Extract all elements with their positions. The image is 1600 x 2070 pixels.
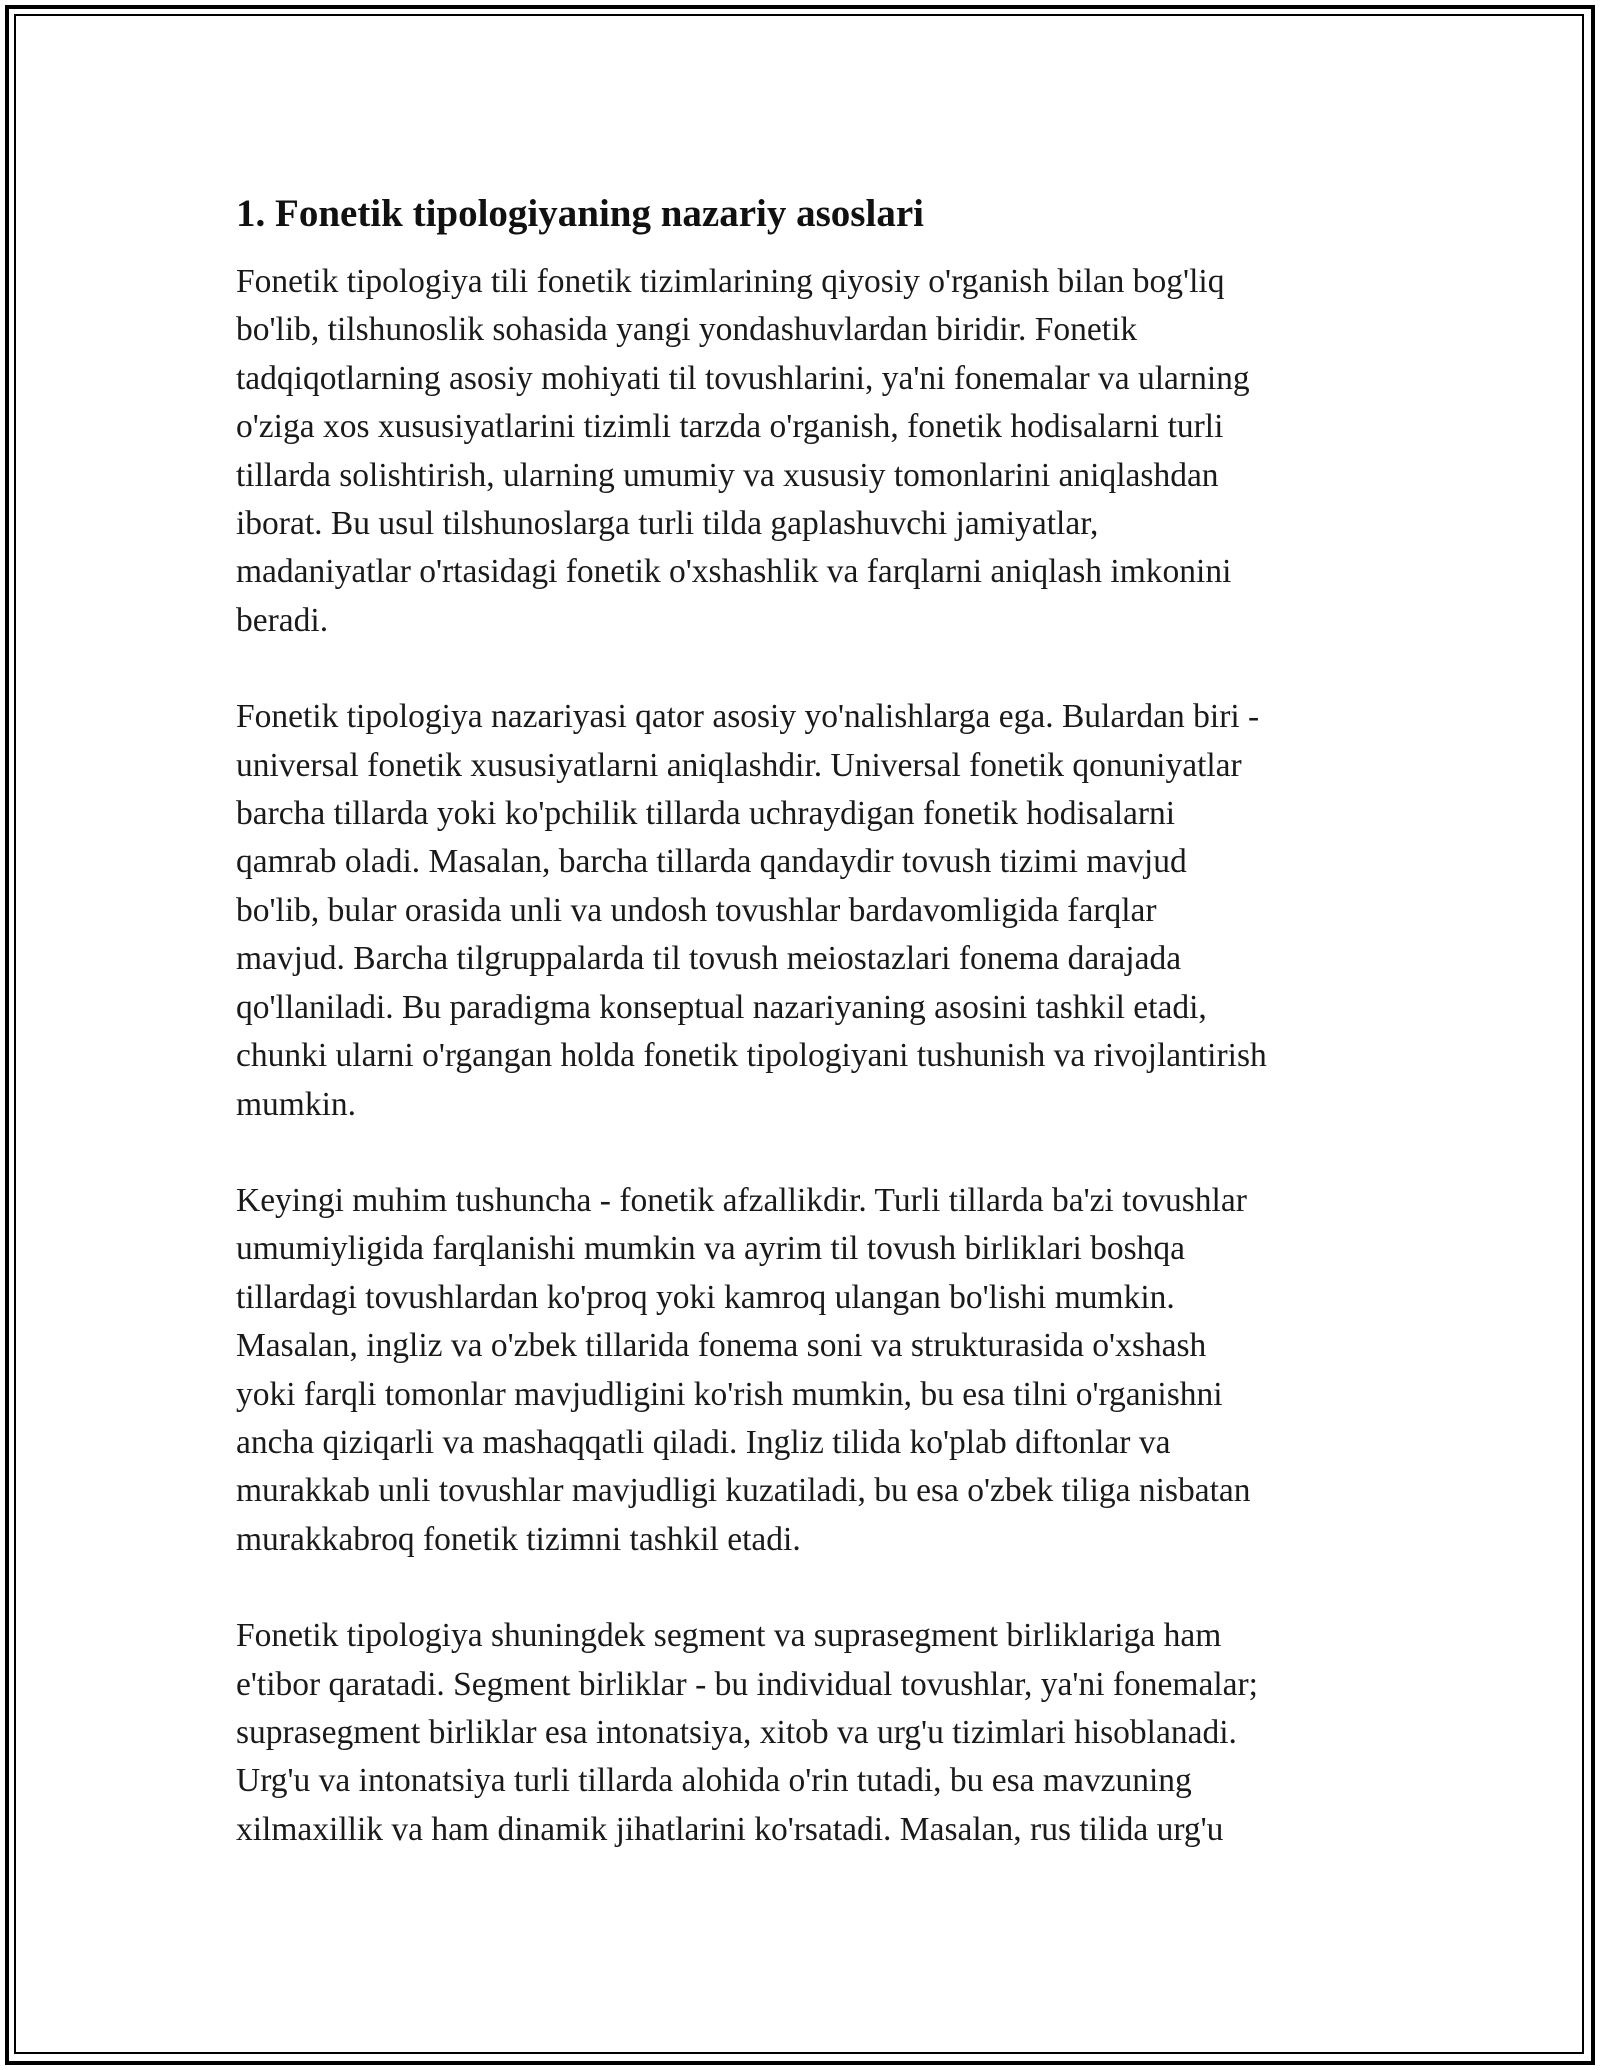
paragraph-line: murakkabroq fonetik tizimni tashkil etadi. — [236, 1520, 801, 1558]
paragraph-line: madaniyatlar o'rtasidagi fonetik o'xshashlik va farqlarni aniqlash imkonini — [236, 553, 1232, 591]
section-heading: 1. Fonetik tipologiyaning nazariy asoslari — [236, 192, 924, 235]
paragraph-line: o'ziga xos xususiyatlarini tizimli tarzda o'rganish, fonetik hodisalarni turli — [236, 408, 1224, 446]
paragraph-line: mavjud. Barcha tilgruppalarda til tovush meiostazlari fonema darajada — [236, 940, 1182, 978]
paragraph-line: yoki farqli tomonlar mavjudligini ko'rish mumkin, bu esa tilni o'rganishni — [236, 1375, 1223, 1413]
paragraph-line: universal fonetik xususiyatlarni aniqlashdir. Universal fonetik qonuniyatlar — [236, 746, 1242, 784]
paragraph-line: qo'llaniladi. Bu paradigma konseptual nazariyaning asosini tashkil etadi, — [236, 988, 1207, 1026]
paragraph-line: iborat. Bu usul tilshunoslarga turli tilda gaplashuvchi jamiyatlar, — [236, 505, 1099, 543]
paragraph-2 — [236, 693, 1366, 1129]
paragraph-line: tillardagi tovushlardan ko'proq yoki kamroq ulangan bo'lishi mumkin. — [236, 1278, 1175, 1316]
paragraph-line: Fonetik tipologiya nazariyasi qator asosiy yo'nalishlarga ega. Bulardan biri - — [236, 698, 1260, 736]
paragraph-line: mumkin. — [236, 1085, 357, 1123]
paragraph-line: umumiyligida farqlanishi mumkin va ayrim til tovush birliklari boshqa — [236, 1230, 1186, 1268]
paragraph-line: tadqiqotlarning asosiy mohiyati til tovushlarini, ya'ni fonemalar va ularning — [236, 359, 1250, 397]
paragraph-line: suprasegment birliklar esa intonatsiya, xitob va urg'u tizimlari hisoblanadi. — [236, 1713, 1237, 1751]
paragraph-line: Masalan, ingliz va o'zbek tillarida fonema soni va strukturasida o'xshash — [236, 1327, 1207, 1365]
paragraph-line: e'tibor qaratadi. Segment birliklar - bu individual tovushlar, ya'ni fonemalar; — [236, 1665, 1258, 1703]
paragraph-line: beradi. — [236, 601, 329, 639]
paragraph-line: chunki ularni o'rgangan holda fonetik tipologiyani tushunish va rivojlantirish — [236, 1037, 1267, 1075]
paragraph-line: Keyingi muhim tushuncha - fonetik afzallikdir. Turli tillarda ba'zi tovushlar — [236, 1181, 1247, 1219]
paragraph-line: barcha tillarda yoki ko'pchilik tillarda uchraydigan fonetik hodisalarni — [236, 795, 1176, 833]
paragraph-line: xilmaxillik va ham dinamik jihatlarini ko'rsatadi. Masalan, rus tilida urg'u — [236, 1810, 1224, 1848]
paragraph-line: murakkab unli tovushlar mavjudligi kuzatiladi, bu esa o'zbek tiliga nisbatan — [236, 1472, 1251, 1510]
paragraph-line: Fonetik tipologiya tili fonetik tizimlarining qiyosiy o'rganish bilan bog'liq — [236, 263, 1225, 300]
paragraph-1 — [236, 258, 1366, 645]
paragraph-line: bo'lib, tilshunoslik sohasida yangi yondashuvlardan biridir. Fonetik — [236, 311, 1138, 349]
paragraph-line: qamrab oladi. Masalan, barcha tillarda qandaydir tovush tizimi mavjud — [236, 843, 1187, 881]
paragraph-4 — [236, 1612, 1366, 1854]
paragraph-line: tillarda solishtirish, ularning umumiy va xususiy tomonlarini aniqlashdan — [236, 456, 1219, 494]
paragraph-line: bo'lib, bular orasida unli va undosh tovushlar bardavomligida farqlar — [236, 891, 1157, 929]
paragraph-line: Fonetik tipologiya shuningdek segment va suprasegment birliklariga ham — [236, 1617, 1222, 1655]
paragraph-3 — [236, 1177, 1366, 1564]
paragraph-line: Urg'u va intonatsiya turli tillarda alohida o'rin tutadi, bu esa mavzuning — [236, 1762, 1192, 1800]
paragraph-line: ancha qiziqarli va mashaqqatli qiladi. Ingliz tilida ko'plab diftonlar va — [236, 1423, 1171, 1461]
document-body — [236, 190, 1366, 1902]
